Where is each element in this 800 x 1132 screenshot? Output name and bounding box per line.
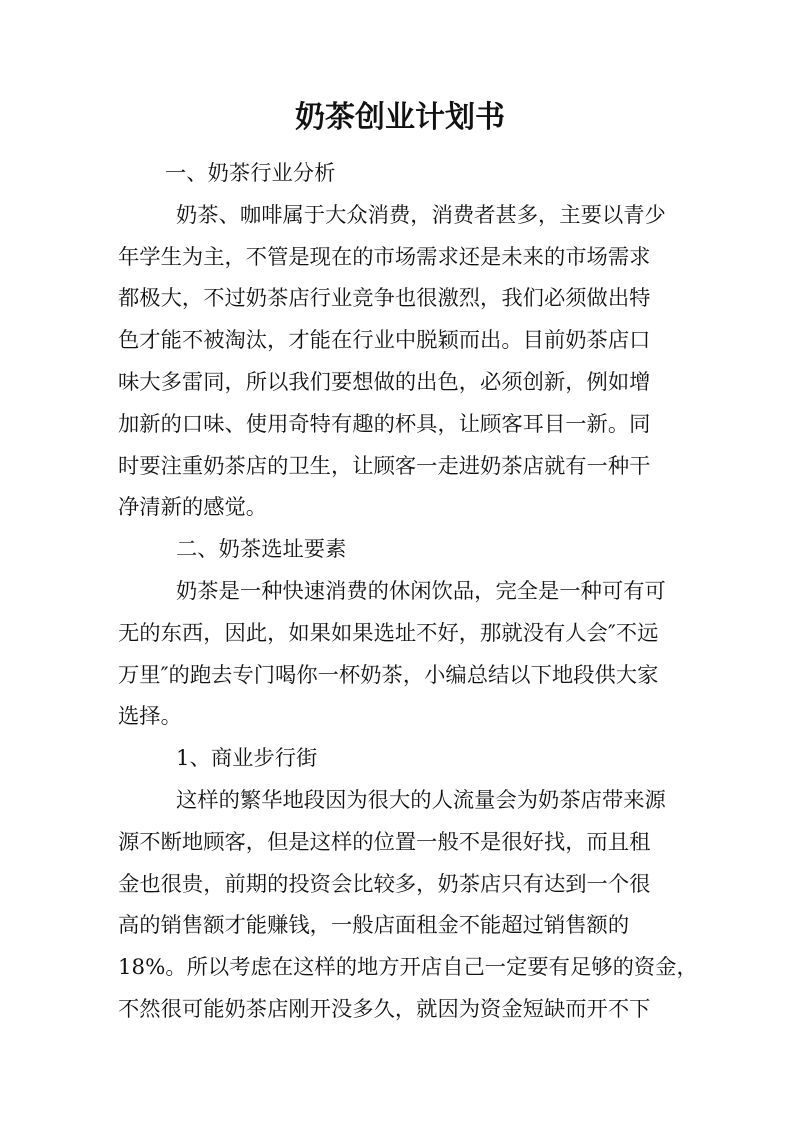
paragraph-line: 奶茶、咖啡属于大众消费，消费者甚多，主要以青少 [176, 202, 666, 228]
section-heading: 二、奶茶选址要素 [176, 537, 347, 563]
paragraph-line: 年学生为主，不管是现在的市场需求还是未来的市场需求 [118, 244, 651, 270]
paragraph-line: 时要注重奶茶店的卫生，让顾客一走进奶茶店就有一种干 [118, 453, 651, 479]
paragraph-line: 奶茶是一种快速消费的休闲饮品，完全是一种可有可 [176, 578, 666, 604]
document-title: 奶茶创业计划书 [295, 100, 505, 135]
paragraph-line: 高的销售额才能赚钱，一般店面租金不能超过销售额的 [118, 913, 630, 939]
paragraph-line: 不然很可能奶茶店刚开没多久，就因为资金短缺而开不下 [118, 996, 651, 1022]
paragraph-line: 味大多雷同，所以我们要想做的出色，必须创新，例如增 [118, 369, 651, 395]
paragraph-line: 选择。 [118, 704, 182, 730]
section-paragraph [118, 780, 698, 1031]
section-paragraph [118, 195, 674, 529]
subsection-heading: 1、商业步行街 [176, 746, 318, 772]
paragraph-line: 万里″的跑去专门喝你一杯奶茶，小编总结以下地段供大家 [118, 662, 659, 688]
section-paragraph [118, 571, 674, 738]
document-body [118, 153, 698, 1031]
paragraph-line: 加新的口味、使用奇特有趣的杯具，让顾客耳目一新。同 [118, 411, 651, 437]
paragraph-line: 净清新的感觉。 [118, 495, 268, 521]
section-heading: 一、奶茶行业分析 [165, 161, 336, 186]
paragraph-line: 这样的繁华地段因为很大的人流量会为奶茶店带来源 [176, 787, 666, 813]
paragraph-line: 18%。所以考虑在这样的地方开店自己一定要有足够的资金， [118, 955, 698, 981]
paragraph-line: 无的东西，因此，如果如果选址不好，那就没有人会″不远 [118, 620, 659, 646]
paragraph-line: 都极大，不过奶茶店行业竞争也很激烈，我们必须做出特 [118, 286, 651, 312]
paragraph-line: 色才能不被淘汰，才能在行业中脱颖而出。目前奶茶店口 [118, 328, 651, 354]
paragraph-line: 金也很贵，前期的投资会比较多，奶茶店只有达到一个很 [118, 871, 651, 897]
paragraph-line: 源不断地顾客，但是这样的位置一般不是很好找，而且租 [118, 829, 651, 855]
